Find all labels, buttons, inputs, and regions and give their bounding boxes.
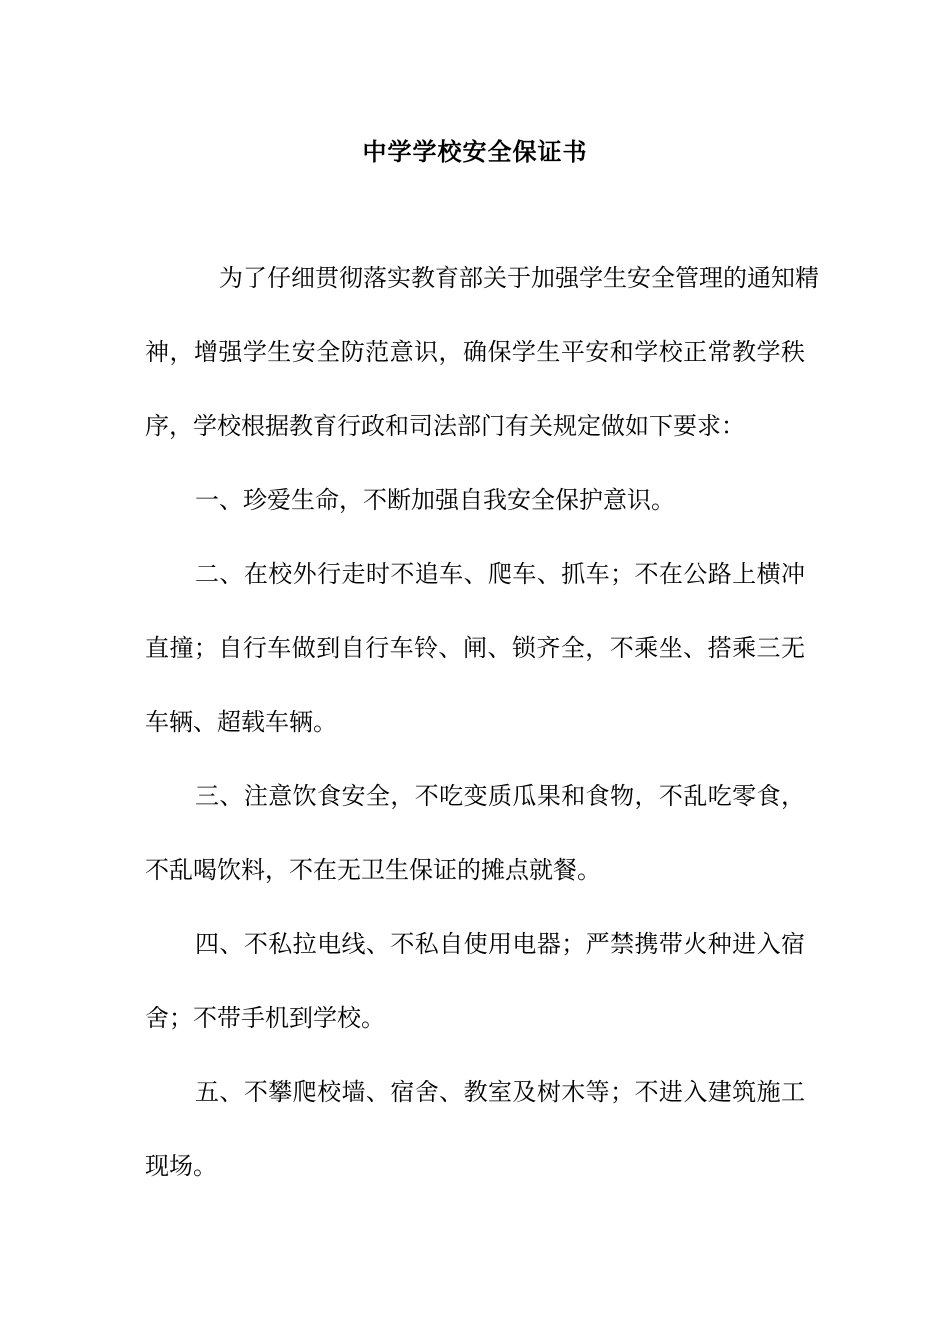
- paragraph-line: 四、不私拉电线、不私自使用电器；严禁携带火种进入宿: [195, 930, 805, 958]
- paragraph-line: 不乱喝饮料，不在无卫生保证的摊点就餐。: [145, 856, 601, 884]
- paragraph-line: 三、注意饮食安全，不吃变质瓜果和食物，不乱吃零食，: [195, 782, 805, 810]
- paragraph-line: 直撞；自行车做到自行车铃、闸、锁齐全，不乘坐、搭乘三无: [145, 634, 805, 662]
- paragraph-line: 神，增强学生安全防范意识，确保学生平安和学校正常教学秩: [145, 338, 805, 366]
- paragraph-line: 车辆、超载车辆。: [145, 708, 337, 736]
- paragraph-line: 二、在校外行走时不追车、爬车、抓车；不在公路上横冲: [195, 560, 805, 588]
- paragraph-line: 一、珍爱生命，不断加强自我安全保护意识。: [195, 486, 675, 514]
- paragraph-line: 现场。: [145, 1152, 217, 1180]
- paragraph-line: 序，学校根据教育行政和司法部门有关规定做如下要求：: [145, 412, 745, 440]
- paragraph-line: 五、不攀爬校墙、宿舍、教室及树木等；不进入建筑施工: [195, 1078, 805, 1106]
- paragraph-line: 为了仔细贯彻落实教育部关于加强学生安全管理的通知精: [195, 264, 819, 292]
- paragraph-line: 舍；不带手机到学校。: [145, 1004, 385, 1032]
- document-title: 中学学校安全保证书: [362, 137, 588, 166]
